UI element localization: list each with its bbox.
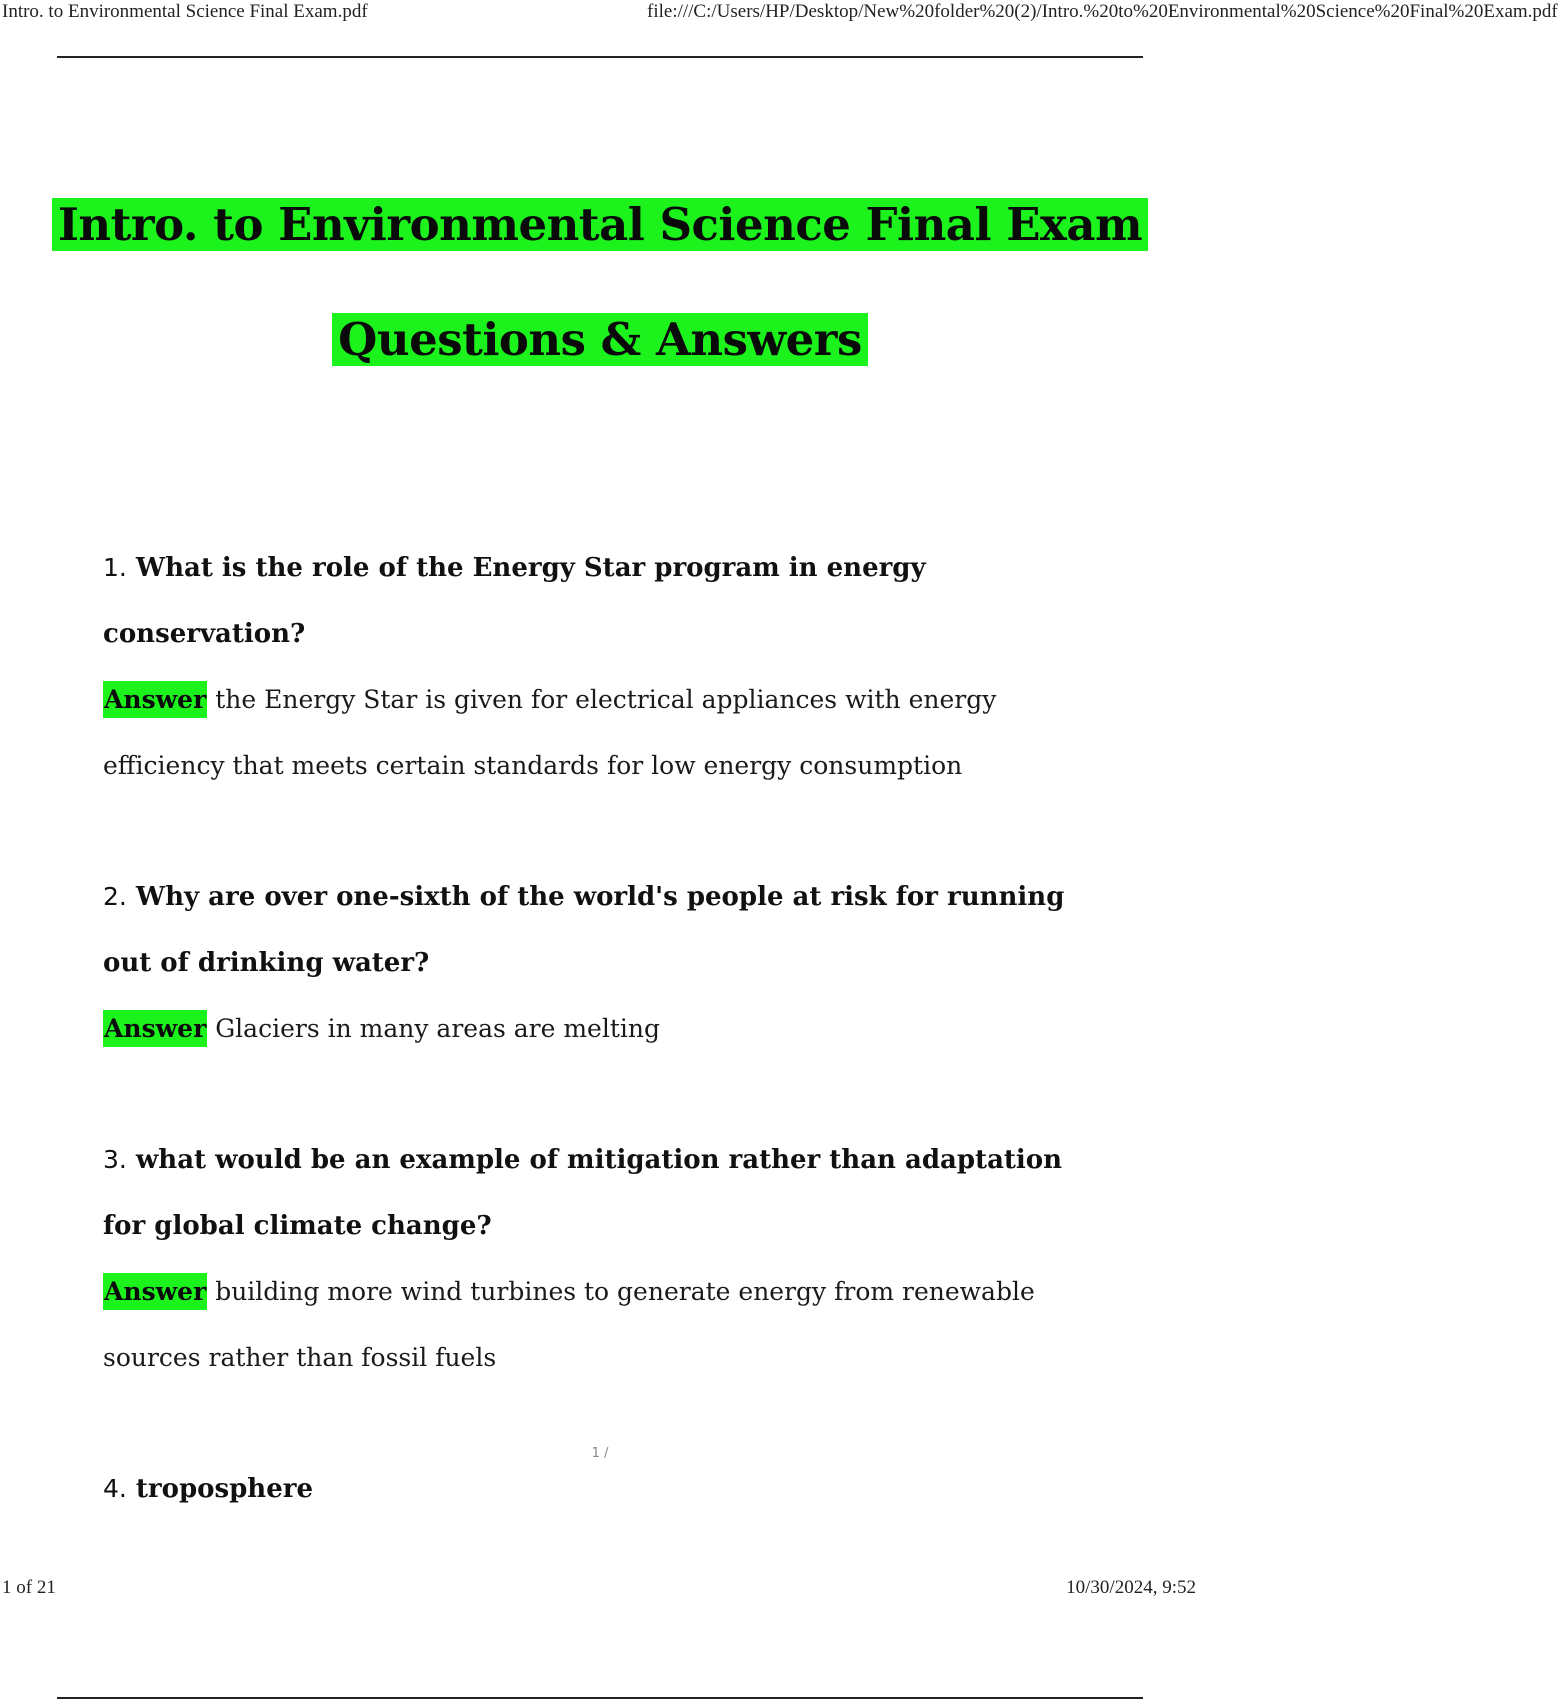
question-number: 1. (103, 553, 127, 582)
answer-text: building more wind turbines to generate energy from renewable sources rather than fossil fuels (103, 1277, 1035, 1372)
question-text: Why are over one-sixth of the world's people at risk for running out of drinking water? (103, 882, 1065, 978)
question-text: What is the role of the Energy Star program in energy conservation? (103, 553, 926, 649)
page-marker: 1 / (591, 1446, 609, 1461)
title-highlight-2: Questions & Answers (332, 313, 868, 366)
answer-2 (103, 996, 1103, 1062)
answer-text: Glaciers in many areas are melting (215, 1014, 660, 1043)
answer-text: the Energy Star is given for electrical appliances with energy efficiency that meets certain standards for low energy consumption (103, 685, 997, 780)
answer-3 (103, 1259, 1103, 1391)
print-footer-datetime: 10/30/2024, 9:52 (1066, 1577, 1196, 1598)
print-header-file-path: file:///C:/Users/HP/Desktop/New%20folder%20(2)/Intro.%20to%20Environmental%20Science%20Final%20Exam.pdf (647, 1, 1558, 22)
qa-list (103, 535, 1103, 1522)
title-line-2 (0, 310, 1200, 370)
question-2 (103, 864, 1103, 996)
qa-item-3 (103, 1127, 1103, 1391)
question-number: 2. (103, 882, 127, 911)
answer-label: Answer (103, 1273, 207, 1310)
question-4 (103, 1456, 1103, 1522)
question-text: what would be an example of mitigation rather than adaptation for global climate change? (103, 1145, 1063, 1241)
qa-item-1 (103, 535, 1103, 799)
answer-label: Answer (103, 1010, 207, 1047)
answer-label: Answer (103, 681, 207, 718)
qa-item-2 (103, 864, 1103, 1062)
title-line-1 (0, 195, 1200, 255)
header-divider (57, 56, 1143, 58)
question-number: 3. (103, 1145, 127, 1174)
title-highlight-1: Intro. to Environmental Science Final Exam (52, 198, 1148, 251)
print-footer-page-count: 1 of 21 (2, 1577, 56, 1598)
qa-item-4 (103, 1456, 1103, 1522)
answer-1 (103, 667, 1103, 799)
print-header-doc-name: Intro. to Environmental Science Final Exam.pdf (2, 1, 368, 22)
question-number: 4. (103, 1474, 127, 1503)
footer-divider (57, 1697, 1143, 1699)
document-title (0, 195, 1200, 370)
question-3 (103, 1127, 1103, 1259)
question-1 (103, 535, 1103, 667)
question-text: troposphere (135, 1474, 313, 1504)
